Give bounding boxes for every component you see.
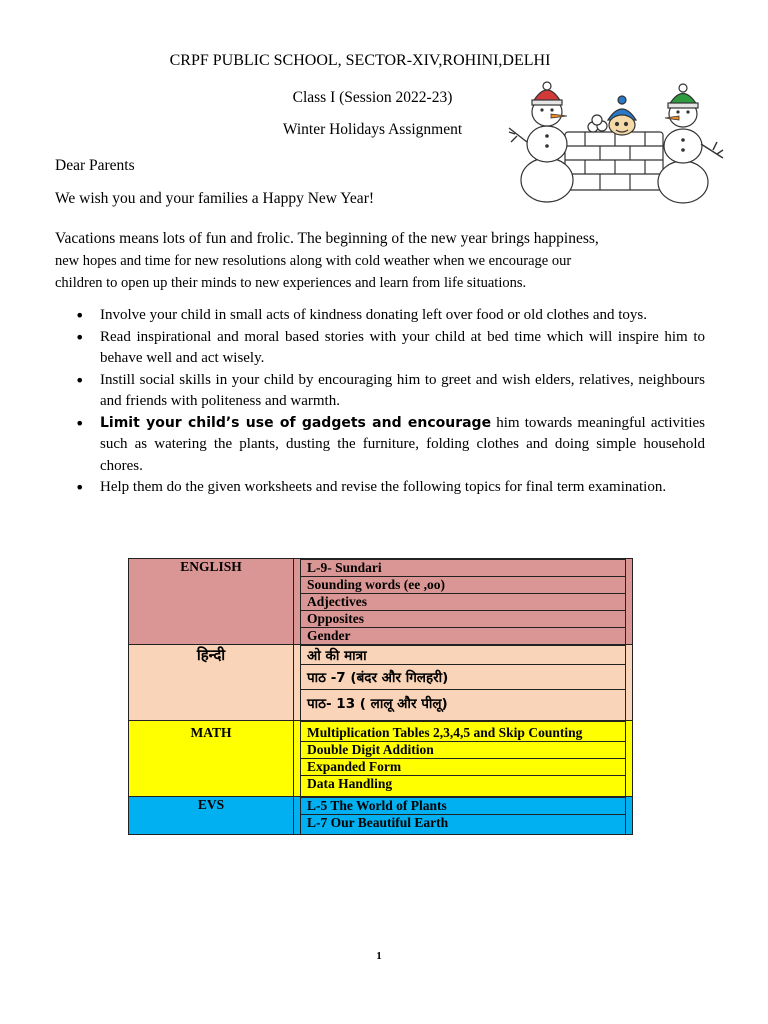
topic-cell: Double Digit Addition (301, 742, 626, 759)
school-name: CRPF PUBLIC SCHOOL, SECTOR-XIV,ROHINI,DELHI (169, 52, 551, 69)
table-row (129, 721, 633, 797)
topic-cell: Gender (301, 628, 626, 645)
topic-cell: पाठ- 13 ( लालू और पीलू) (301, 690, 626, 721)
page-number: 1 (376, 950, 382, 962)
assignment-title: Winter Holidays Assignment (282, 121, 463, 138)
snowmen-illustration (505, 80, 727, 208)
subject-cell: MATH (129, 721, 294, 797)
activity-list (73, 305, 705, 499)
intro-paragraph (55, 228, 707, 294)
topic-cell: Opposites (301, 611, 626, 628)
class-session: Class I (Session 2022-23) (292, 89, 453, 106)
topic-cell: L-7 Our Beautiful Earth (301, 815, 626, 835)
table-row (129, 559, 633, 645)
topic-cell: Multiplication Tables 2,3,4,5 and Skip Counting (301, 722, 626, 742)
topic-cell: Sounding words (ee ,oo) (301, 577, 626, 594)
topic-cell: L-9- Sundari (301, 560, 626, 577)
list-item: • Instill social skills in your child by encouraging him to greet and wish elders, relatives, neighbours and friends with politeness and warmth. (73, 370, 705, 413)
greeting: Dear Parents (55, 157, 135, 174)
topic-cell: पाठ -7 (बंदर और गिलहरी) (301, 665, 626, 690)
table-row (129, 797, 633, 835)
list-item: • Read inspirational and moral based stories with your child at bed time which will inspire him to behave well and act wisely. (73, 327, 705, 370)
topic-cell: Adjectives (301, 594, 626, 611)
subject-cell: हिन्दी (129, 645, 294, 721)
list-item: • Involve your child in small acts of kindness donating left over food or old clothes and toys. (73, 305, 705, 327)
subject-cell: ENGLISH (129, 559, 294, 645)
intro-line-1: Vacations means lots of fun and frolic. The beginning of the new year brings happiness, (55, 230, 599, 247)
topic-cell: Expanded Form (301, 759, 626, 776)
topic-cell: L-5 The World of Plants (301, 798, 626, 815)
bullet-bold-text: Limit your child’s use of gadgets and encourage (100, 414, 492, 431)
new-year-wish: We wish you and your families a Happy New Year! (55, 190, 375, 207)
subject-cell: EVS (129, 797, 294, 835)
topic-cell: ओ की मात्रा (301, 646, 626, 665)
list-item: • Help them do the given worksheets and revise the following topics for final term examination. (73, 477, 705, 499)
intro-line-2: new hopes and time for new resolutions along with cold weather when we encourage our (55, 253, 572, 269)
revision-topics-table (128, 558, 633, 835)
bullet-text: him towards meaningful activities such as watering the plants, dusting the furniture, folding clothes and doing simple household chores. (100, 414, 705, 474)
topic-cell: Data Handling (301, 776, 626, 797)
intro-line-3: children to open up their minds to new experiences and learn from life situations. (55, 275, 527, 291)
table-row (129, 645, 633, 721)
list-item (73, 413, 705, 478)
